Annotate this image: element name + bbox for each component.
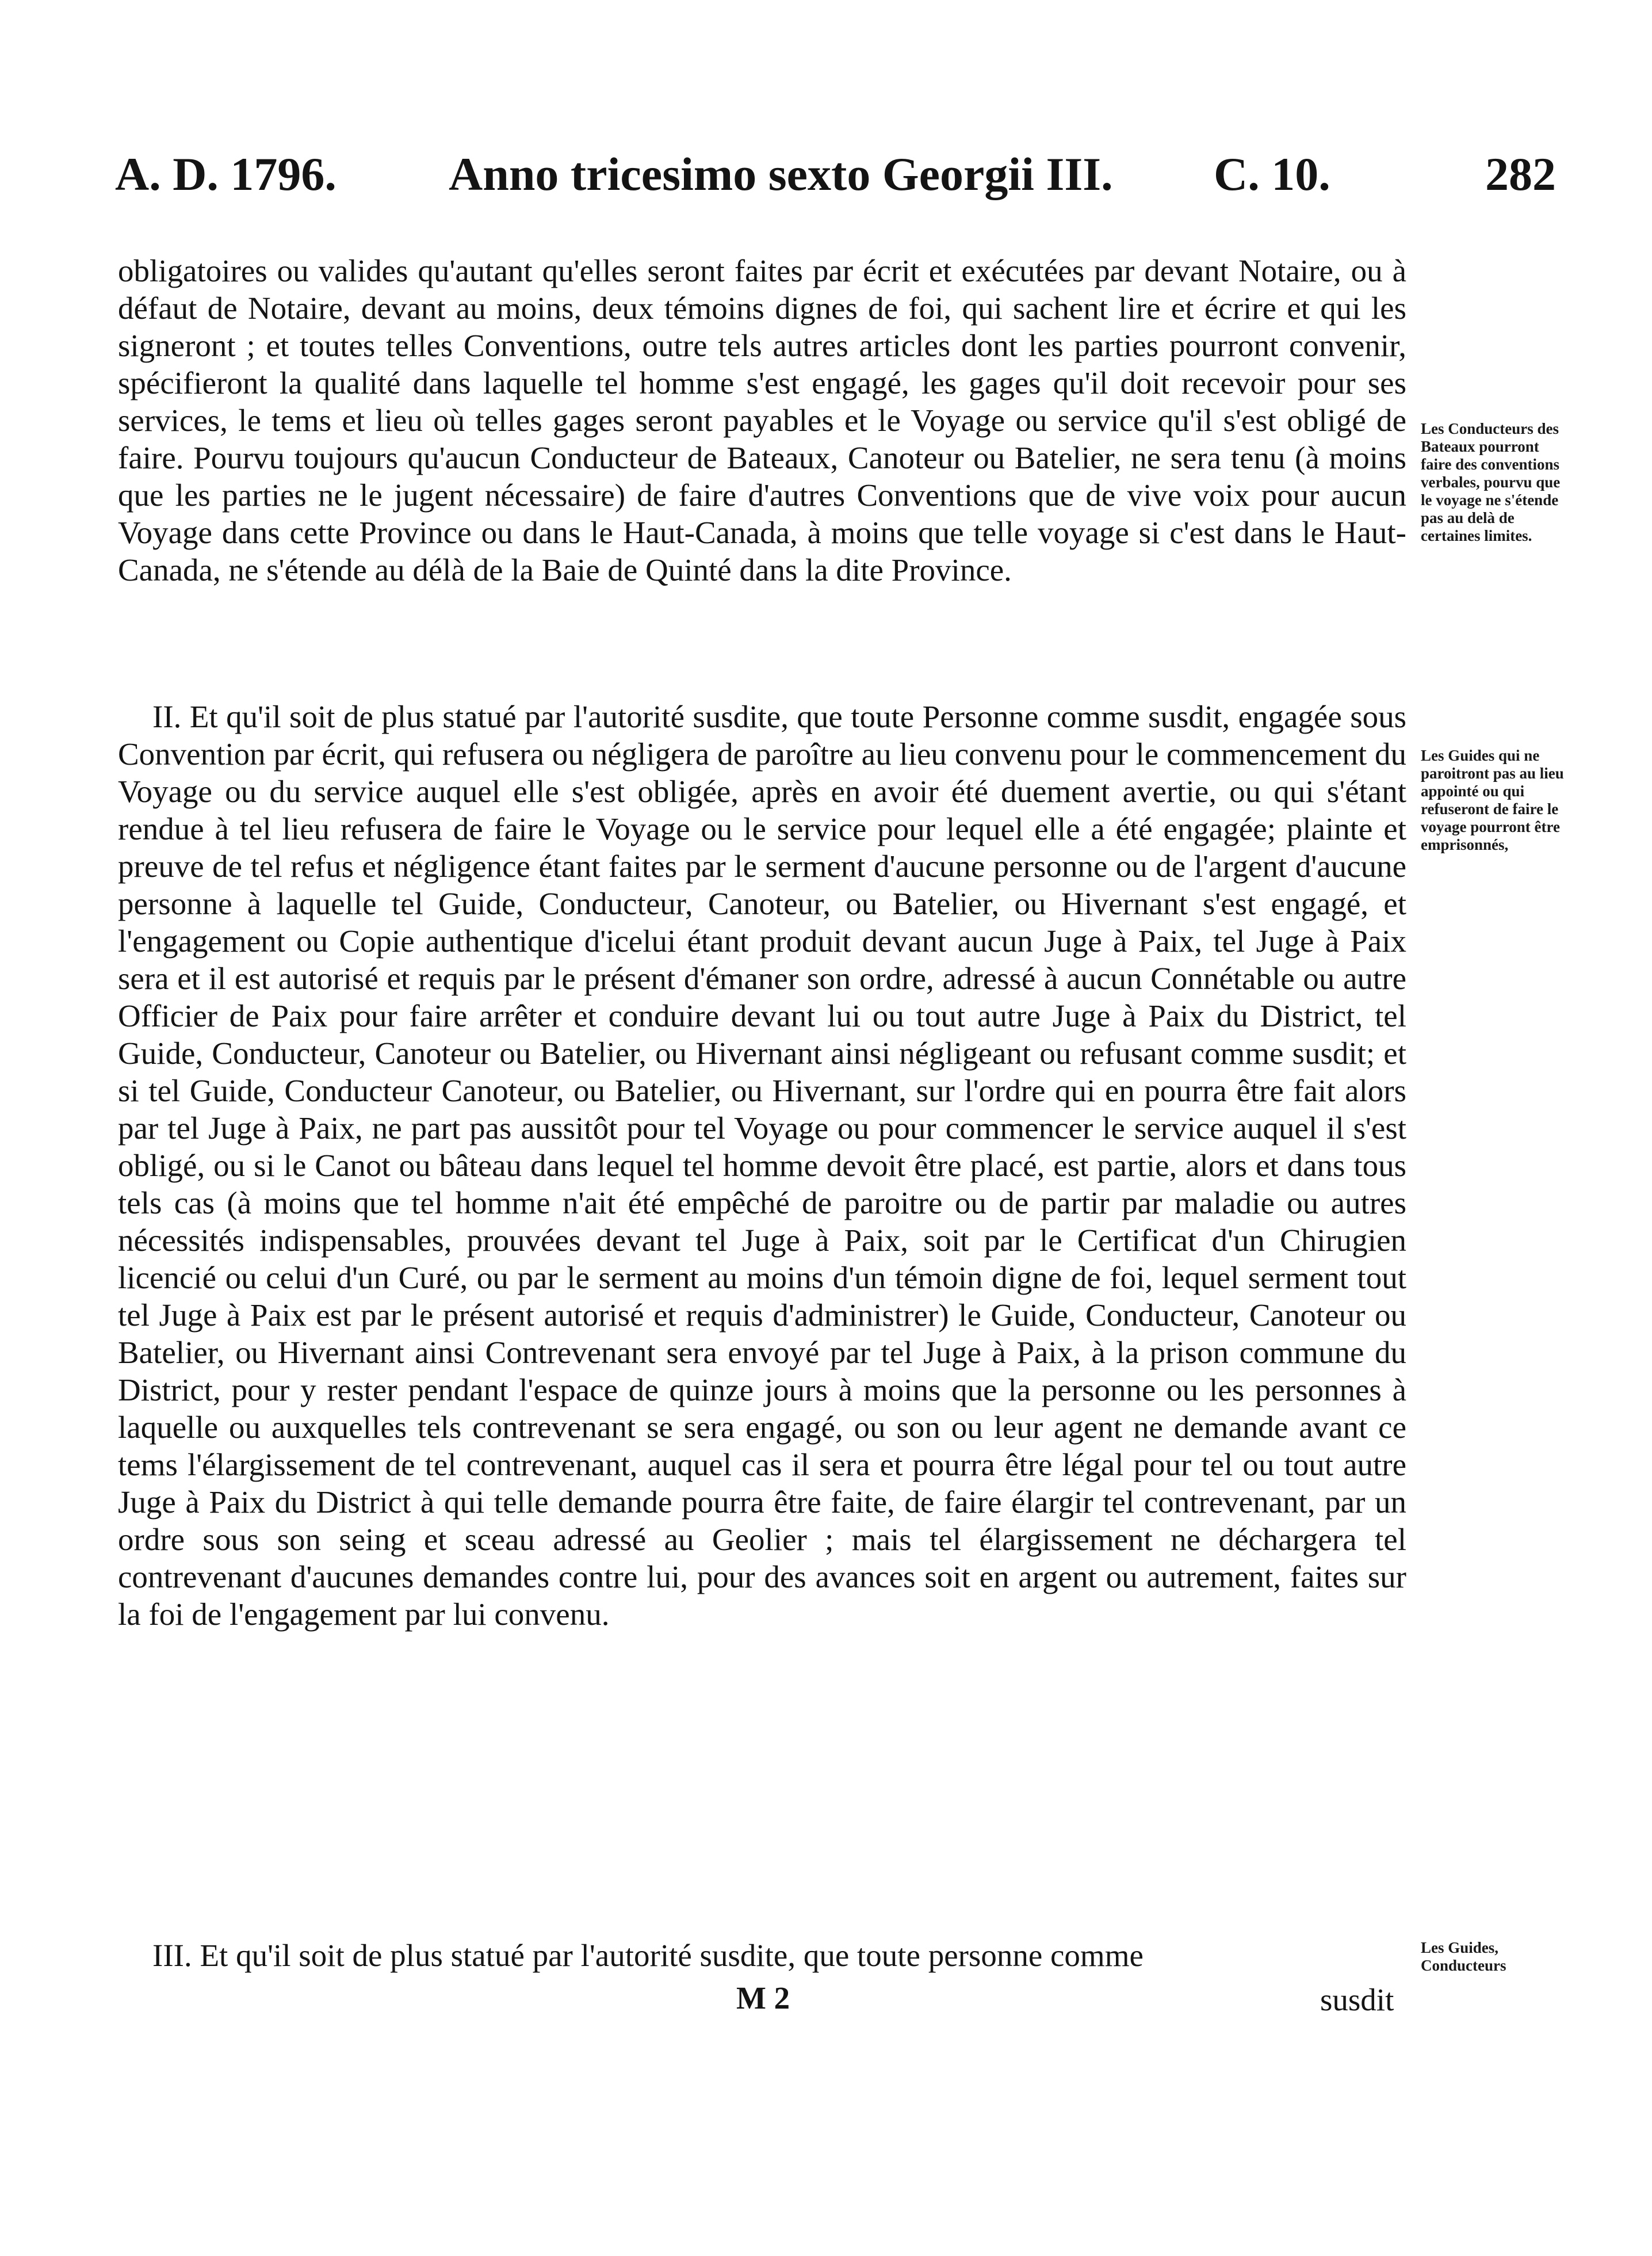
signature-mark: M 2 (736, 1980, 790, 2015)
running-header (115, 143, 1556, 206)
margin-note-guides: Les Guides qui ne paroitront pas au lieu appointé ou qui refuseront de faire le voyage pourront être emprisonnés, (1421, 747, 1564, 853)
margin-note-conducteurs: Les Conducteurs des Bateaux pourront faire des conventions verbales, pourvu que le voyage ne s'étende pas au delà de certaines limites. (1421, 420, 1561, 544)
body-paragraph-continuation (118, 252, 1406, 589)
catchword: susdit (1320, 1982, 1394, 2017)
body-paragraph-section-iii (118, 1937, 1406, 1974)
body-paragraph-section-ii (118, 698, 1406, 1633)
header-year: A. D. 1796. (115, 148, 336, 200)
margin-note-guides-conducteurs: Les Guides, Conducteurs (1421, 1939, 1506, 1974)
page-number: 282 (1485, 148, 1556, 200)
header-title: Anno tricesimo sexto Georgii III. (449, 148, 1113, 200)
paragraph-text: III. Et qu'il soit de plus statué par l'autorité susdite, que toute personne comme (152, 1938, 1144, 1973)
paragraph-text: II. Et qu'il soit de plus statué par l'autorité susdite, que toute Personne comme susdit, engagée sous Convention par écrit, qui refusera ou négligera de paroître au lieu convenu pour le commencement du Voyage ou du service auquel elle s'est obligée, après en avoir été duement avertie, ou qui s'étant rendue à tel lieu refusera de faire le Voyage ou le service pour lequel elle a été engagée; plainte et preuve de tel refus et négligence étant faites par le serment d'aucune personne ou de l'argent d'aucune personne à laquelle tel Guide, Conducteur, Canoteur, ou Batelier, ou Hivernant s'est engagé, et l'engagement ou Copie authentique d'icelui étant produit devant aucun Juge à Paix, tel Juge à Paix sera et il est autorisé et requis par le présent d'émaner son ordre, adressé à aucun Connétable ou autre Officier de Paix pour faire arrêter et conduire devant lui ou tout autre Juge à Paix du District, tel Guide, Conducteur, Canoteur ou Batelier, ou Hivernant ainsi négligeant ou refusant comme susdit; et si tel Guide, Conducteur Canoteur, ou Batelier, ou Hivernant, sur l'ordre qui en pourra être fait alors par tel Juge à Paix, ne part pas aussitôt pour tel Voyage ou pour commencer le service auquel il s'est obligé, ou si le Canot ou bâteau dans lequel tel homme devoit être placé, est partie, alors et dans tous tels cas (à moins que tel homme n'ait été empêché de paroitre ou de partir par maladie ou autres nécessités indispensables, prouvées devant tel Juge à Paix, soit par le Certificat d'un Chirugien licencié ou celui d'un Curé, ou par le serment au moins d'un témoin digne de foi, lequel serment tout tel Juge à Paix est par le présent autorisé et requis d'administrer) le Guide, Conducteur, Canoteur ou Batelier, ou Hivernant ainsi Contrevenant sera envoyé par tel Juge à Paix, à la prison commune du District, pour y rester pendant l'espace de quinze jours à moins que la personne ou les personnes à laquelle ou auxquelles tels contrevenant se sera engagé, ou son ou leur agent ne demande avant ce tems l'élargissement de tel contrevenant, auquel cas il sera et pourra être légal pour tel ou tout autre Juge à Paix du District à qui telle demande pourra être faite, de faire élargir tel contrevenant, par un ordre sous son seing et sceau adressé au Geolier ; mais tel élargissement ne déchargera tel contrevenant d'aucunes demandes contre lui, pour des avances soit en argent ou autrement, faites sur la foi de l'engagement par lui convenu. (118, 699, 1406, 1632)
header-chapter: C. 10. (1214, 148, 1330, 200)
paragraph-text: obligatoires ou valides qu'autant qu'elles seront faites par écrit et exécutées par devant Notaire, ou à défaut de Notaire, devant au moins, deux témoins dignes de foi, qui sachent lire et écrire et qui les signeront ; et toutes telles Conventions, outre tels autres articles dont les parties pourront convenir, spécifieront la qualité dans laquelle tel homme s'est engagé, les gages qu'il doit recevoir pour ses services, le tems et lieu où telles gages seront payables et le Voyage ou service qu'il s'est obligé de faire. Pourvu toujours qu'aucun Conducteur de Bateaux, Canoteur ou Batelier, ne sera tenu (à moins que les parties ne le jugent nécessaire) de faire d'autres Conventions que de vive voix pour aucun Voyage dans cette Province ou dans le Haut-Canada, à moins que telle voyage si c'est dans le Haut-Canada, ne s'étende au délà de la Baie de Quinté dans la dite Province. (118, 253, 1406, 587)
